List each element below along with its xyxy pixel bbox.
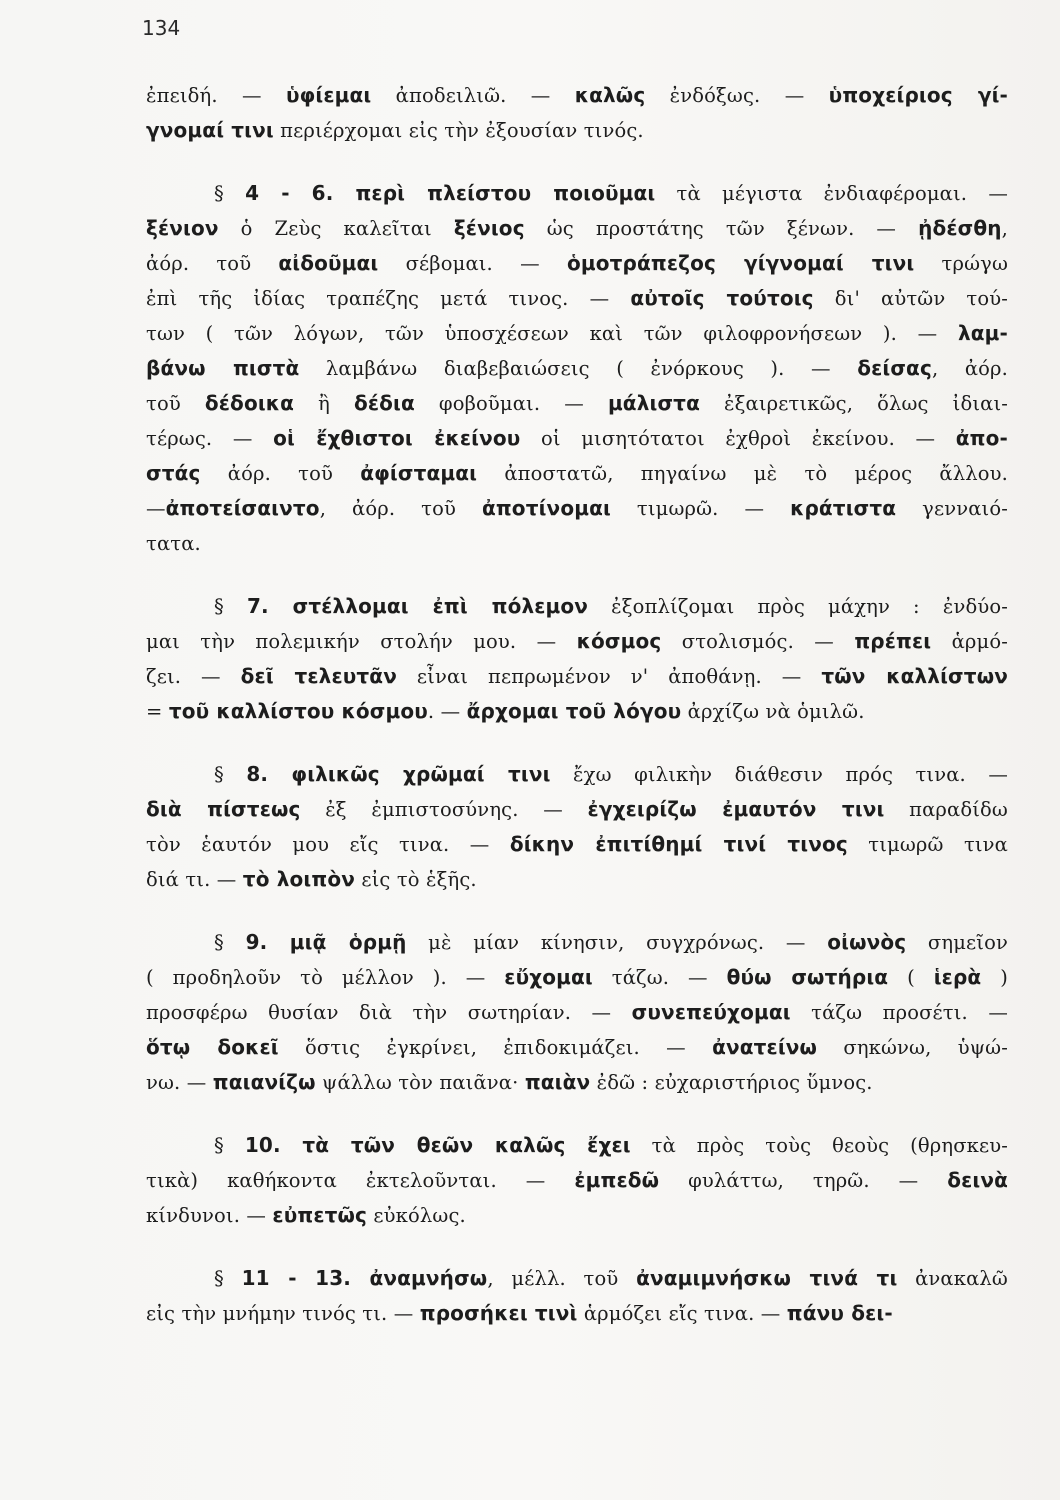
text-line: τατα. — [146, 532, 201, 555]
text-line: ὅτῳ δοκεῖ ὅστις ἐγκρίνει, ἐπιδοκιμάζει. — ἀνατείνω σηκώνω, ὑψώ- — [146, 1035, 1008, 1059]
text-line: προσφέρω θυσίαν διὰ τὴν σωτηρίαν. — συνεπεύχομαι τάζω προσέτι. — — [146, 1000, 1008, 1024]
text-line: § 9. μιᾷ ὁρμῇ μὲ μίαν κίνησιν, συγχρόνως. — οἰωνὸς σημεῖον — [214, 930, 1008, 954]
text-line: στάς ἀόρ. τοῦ ἀφίσταμαι ἀποστατῶ, πηγαίνω μὲ τὸ μέρος ἄλλου. — [146, 461, 1008, 485]
text-line: διὰ πίστεως ἐξ ἐμπιστοσύνης. — ἐγχειρίζω ἐμαυτόν τινι παραδίδω — [146, 797, 1008, 821]
text-line: ἐπὶ τῆς ἰδίας τραπέζης μετά τινος. — αὐτοῖς τούτοις δι' αὐτῶν τού- — [146, 286, 1009, 310]
text-line: εἰς τὴν μνήμην τινός τι. — προσήκει τινὶ ἁρμόζει εἴς τινα. — πάνυ δει- — [146, 1301, 893, 1325]
page-number: 134 — [142, 16, 181, 40]
paragraph — [146, 925, 1008, 1100]
text-line: κίνδυνοι. — εὐπετῶς εὐκόλως. — [146, 1203, 466, 1227]
text-line: § 11 - 13. ἀναμνήσω, μέλλ. τοῦ ἀναμιμνήσκω τινά τι ἀνακαλῶ — [214, 1266, 1008, 1290]
text-line: τικὰ) καθήκοντα ἐκτελοῦνται. — ἐμπεδῶ φυλάττω, τηρῶ. — δεινὰ — [146, 1168, 1008, 1192]
paragraph — [146, 1261, 1008, 1331]
text-line: § 7. στέλλομαι ἐπὶ πόλεμον ἐξοπλίζομαι πρὸς μάχην : ἐνδύο- — [214, 594, 1008, 618]
text-line: § 4 - 6. περὶ πλείστου ποιοῦμαι τὰ μέγιστα ἐνδιαφέρομαι. — — [214, 181, 1009, 205]
text-line: μαι τὴν πολεμικήν στολήν μου. — κόσμος στολισμός. — πρέπει ἁρμό- — [146, 629, 1008, 653]
text-line: = τοῦ καλλίστου κόσμου. — ἄρχομαι τοῦ λόγου ἀρχίζω νὰ ὁμιλῶ. — [146, 699, 865, 723]
paragraph — [146, 757, 1008, 897]
text-line: ζει. — δεῖ τελευτᾶν εἶναι πεπρωμένον ν' ἀποθάνῃ. — τῶν καλλίστων — [146, 664, 1008, 688]
text-line: ( προδηλοῦν τὸ μέλλον ). — εὔχομαι τάζω. — θύω σωτήρια ( ἱερὰ ) — [146, 965, 1008, 989]
text-line: γνομαί τινι περιέρχομαι εἰς τὴν ἐξουσίαν τινός. — [146, 118, 644, 142]
paragraph — [146, 176, 1008, 561]
text-line: τέρως. — οἱ ἔχθιστοι ἐκείνου οἱ μισητότατοι ἐχθροὶ ἐκείνου. — ἀπο- — [146, 426, 1008, 450]
text-line: των ( τῶν λόγων, τῶν ὑποσχέσεων καὶ τῶν φιλοφρονήσεων ). — λαμ- — [146, 321, 1008, 345]
text-line: βάνω πιστὰ λαμβάνω διαβεβαιώσεις ( ἐνόρκους ). — δείσας, ἀόρ. — [146, 356, 1008, 380]
text-line: νω. — παιανίζω ψάλλω τὸν παιᾶνα· παιὰν ἐδῶ : εὐχαριστήριος ὕμνος. — [146, 1070, 873, 1094]
text-line: ἐπειδή. — ὑφίεμαι ἀποδειλιῶ. — καλῶς ἐνδόξως. — ὑποχείριος γί- — [146, 83, 1009, 107]
text-line: τοῦ δέδοικα ἢ δέδια φοβοῦμαι. — μάλιστα ἐξαιρετικῶς, ὅλως ἰδιαι- — [146, 391, 1008, 415]
paragraph — [146, 589, 1008, 729]
text-line: ξένιον ὁ Ζεὺς καλεῖται ξένιος ὡς προστάτης τῶν ξένων. — ᾐδέσθη, — [146, 216, 1009, 240]
text-line: διά τι. — τὸ λοιπὸν εἰς τὸ ἑξῆς. — [146, 867, 477, 891]
text-line: ἀόρ. τοῦ αἰδοῦμαι σέβομαι. — ὁμοτράπεζος γίγνομαί τινι τρώγω — [146, 251, 1008, 275]
text-line: —ἀποτείσαιντο, ἀόρ. τοῦ ἀποτίνομαι τιμωρῶ. — κράτιστα γενναιό- — [146, 496, 1008, 520]
text-line: § 10. τὰ τῶν θεῶν καλῶς ἔχει τὰ πρὸς τοὺς θεοὺς (θρησκευ- — [214, 1133, 1008, 1157]
page-text — [146, 78, 1008, 1359]
text-line: § 8. φιλικῶς χρῶμαί τινι ἔχω φιλικὴν διάθεσιν πρός τινα. — — [214, 762, 1008, 786]
paragraph — [146, 1128, 1008, 1233]
text-line: τὸν ἑαυτόν μου εἴς τινα. — δίκην ἐπιτίθημί τινί τινος τιμωρῶ τινα — [146, 832, 1008, 856]
paragraph — [146, 78, 1008, 148]
